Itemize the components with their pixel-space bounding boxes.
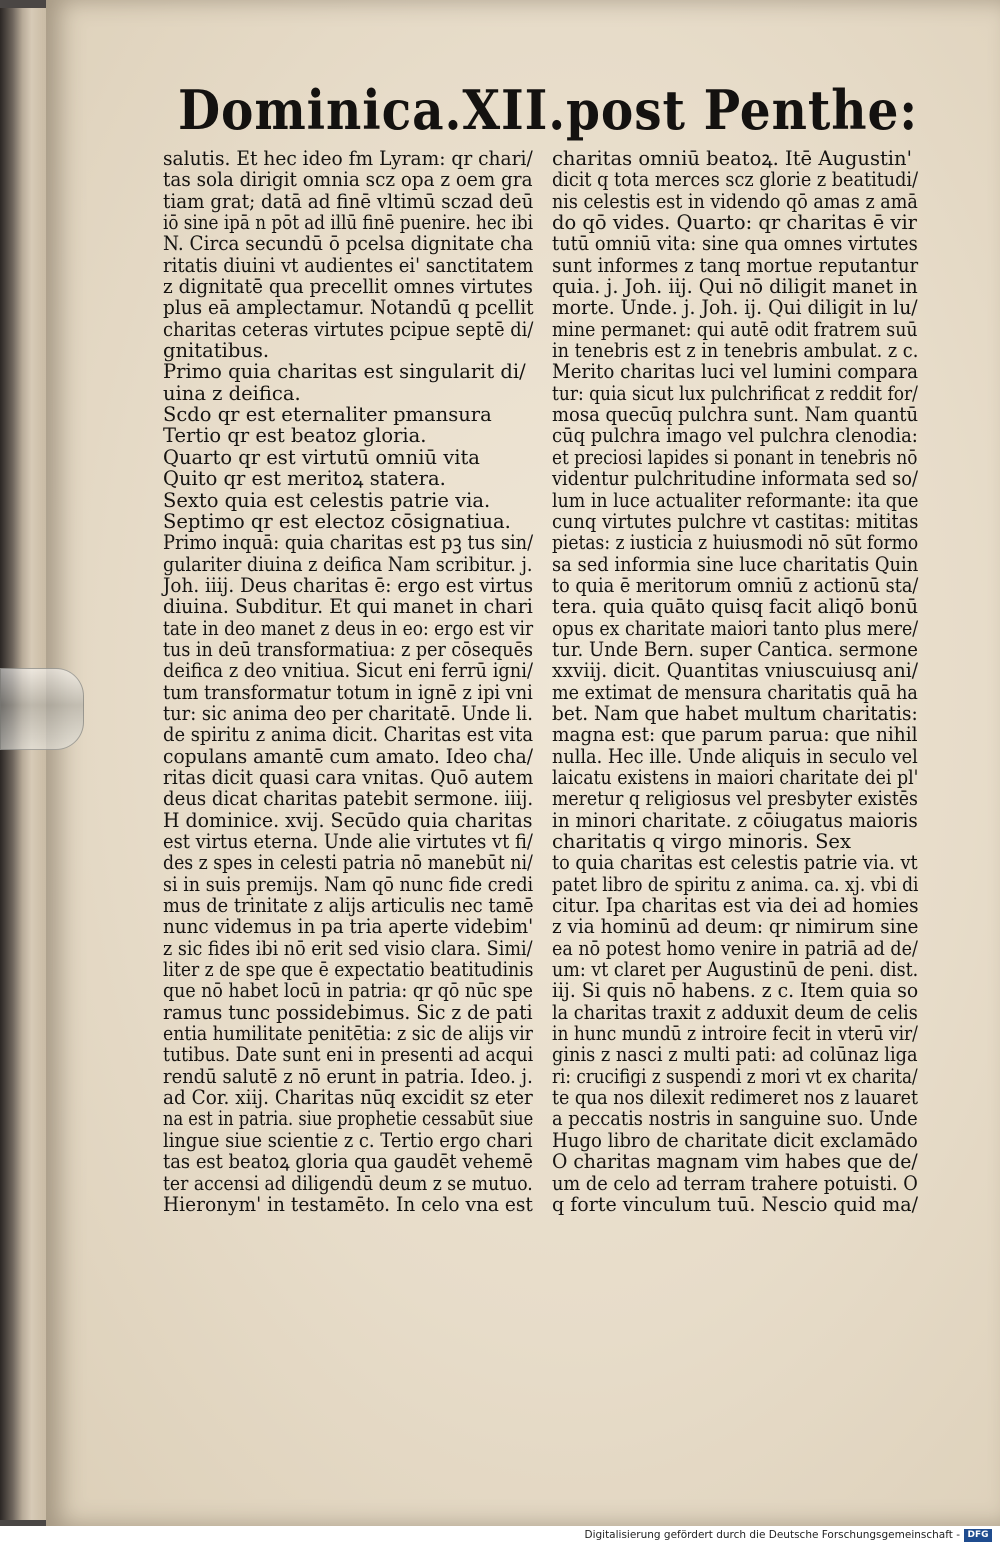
text-line: ter accensi ad diligendū deum z se mutuo. xyxy=(163,1171,533,1195)
text-line: diuina. Subditur. Et qui manet in chari xyxy=(163,595,533,619)
text-line: sunt informes z tanq mortue reputantur xyxy=(552,253,919,277)
text-line: ramus tunc possidebimus. Sic z de pati xyxy=(163,1000,533,1024)
text-line: tur: sic anima deo per charitatē. Unde li. xyxy=(163,701,533,725)
text-line: Hieronym' in testamēto. In celo vna est xyxy=(163,1192,533,1216)
text-line: Septimo qr est electoz cōsignatiua. xyxy=(163,509,511,533)
text-line: tate in deo manet z deus in eo: ergo est vir xyxy=(163,616,534,640)
text-line: nulla. Hec ille. Unde aliquis in seculo vel xyxy=(552,744,918,768)
text-line: bet. Nam que habet multum charitatis: xyxy=(552,701,918,725)
text-line: ritas dicit quasi cara vnitas. Quō autem xyxy=(163,765,534,789)
text-line: tas est beatoꝝ gloria qua gaudēt vehemē xyxy=(163,1150,533,1174)
text-line: salutis. Et hec ideo fm Lyram: qr chari/ xyxy=(163,147,533,170)
text-line: um: vt claret per Augustinū de peni. dist. xyxy=(552,958,919,982)
text-line: z sic fides ibi nō erit sed visio clara. Simi/ xyxy=(163,936,533,960)
text-line: iō sine ipā n pōt ad illū finē puenire. hec ibi xyxy=(163,211,533,235)
text-line: rendū salutē z nō erunt in patria. Ideo. j. xyxy=(163,1064,533,1088)
text-line: plus eā amplectamur. Notandū q pcellit xyxy=(163,296,534,320)
text-line: nunc videmus in pa tria aperte videbim' xyxy=(163,915,534,939)
text-line: tum transformatur totum in ignē z ipi vni xyxy=(163,680,533,704)
left-text-column xyxy=(163,148,533,1215)
text-line: mosa quecūq pulchra sunt. Nam quantū xyxy=(552,403,919,427)
running-head: Dominica.XII.post Penthe: xyxy=(178,78,919,142)
text-line: in tenebris est z in tenebris ambulat. z c. xyxy=(552,339,919,363)
text-line: me extimat de mensura charitatis quā ha xyxy=(552,680,918,704)
text-line: tutibus. Date sunt eni in presenti ad acqui xyxy=(163,1043,534,1067)
text-line: ginis z nasci z multi pati: ad colūnaz liga xyxy=(552,1043,918,1067)
text-line: ea nō potest homo venire in patriā ad de/ xyxy=(552,936,918,960)
text-line: mus de trinitate z alijs articulis nec tamē xyxy=(163,894,534,918)
text-line: xxviij. dicit. Quantitas vniuscuiusq ani/ xyxy=(552,659,918,683)
text-line: iij. Si quis nō habens. z c. Item quia so xyxy=(552,979,919,1003)
text-line: tur: quia sicut lux pulchrificat z reddit for/ xyxy=(552,381,918,405)
text-line: uina z deifica. xyxy=(163,381,301,405)
text-line: si in suis premijs. Nam qō nunc fide credi xyxy=(163,872,534,896)
text-line: tutū omniū vita: sine qua omnes virtutes xyxy=(552,232,918,256)
text-line: tiam grat; datā ad finē vltimū sczad deū xyxy=(163,189,534,213)
dfg-logo: DFG xyxy=(964,1529,992,1542)
text-line: te qua nos dilexit redimeret nos z lauaret xyxy=(552,1086,919,1110)
text-line: opus ex charitate maiori tanto plus mere/ xyxy=(552,616,919,640)
text-line: tus in deū transformatiua: z per cōsequēs xyxy=(163,637,533,661)
text-line: in minori charitate. z cōiugatus maioris xyxy=(552,808,918,832)
text-line: do qō vides. Quarto: qr charitas ē vir xyxy=(552,211,918,235)
text-line: lingue siue scientie z c. Tertio ergo chari xyxy=(163,1128,533,1152)
text-line: Hugo libro de charitate dicit exclamādo xyxy=(552,1128,918,1152)
text-line: videntur pulchritudine informata sed so/ xyxy=(552,467,918,491)
text-line: deus dicat charitas patebit sermone. iiij. xyxy=(163,787,534,811)
text-line: q forte vinculum tuū. Nescio quid ma/ xyxy=(552,1192,919,1216)
text-line: morte. Unde. j. Joh. ij. Qui diligit in lu/ xyxy=(552,296,918,320)
text-line: charitatis q virgo minoris. Sex xyxy=(552,830,851,853)
text-line: quia. j. Joh. iij. Qui nō diligit manet in xyxy=(552,275,918,299)
text-line: liter z de spe que ē expectatio beatitudinis xyxy=(163,958,534,982)
text-line: Tertio qr est beatoz gloria. xyxy=(163,424,427,448)
text-line: copulans amantē cum amato. Ideo cha/ xyxy=(163,744,534,768)
text-line: lum in luce actualiter reformante: ita que xyxy=(552,488,919,512)
text-line: nis celestis est in videndo qō amas z amā xyxy=(552,189,918,213)
text-line: to quia ē meritorum omniū z actionū sta/ xyxy=(552,573,919,597)
text-line: charitas omniū beatoꝝ. Itē Augustin' xyxy=(552,147,912,170)
text-line: na est in patria. siue prophetie cessabūt siue xyxy=(163,1107,534,1131)
right-text-column xyxy=(552,148,918,1215)
text-line: entia humilitate penitētia: z sic de alijs vir xyxy=(163,1022,533,1046)
text-line: magna est: que parum parua: que nihil xyxy=(552,723,918,747)
text-line: tera. quia quāto quisq facit aliqō bonū xyxy=(552,595,919,619)
text-line: charitas ceteras virtutes pcipue septē di/ xyxy=(163,317,534,341)
text-line: ad Cor. xiij. Charitas nūq excidit sz eter xyxy=(163,1086,533,1110)
text-line: sa sed informia sine luce charitatis Quin xyxy=(552,552,919,576)
text-line: Primo quia charitas est singularit di/ xyxy=(163,360,526,384)
text-line: deifica z deo vnitiua. Sicut eni ferrū igni/ xyxy=(163,659,533,683)
text-line: tur. Unde Bern. super Cantica. sermone xyxy=(552,637,918,661)
text-line: ri: crucifigi z suspendi z mori vt ex charita/ xyxy=(552,1064,918,1088)
text-line: N. Circa secundū ō pcelsa dignitate cha xyxy=(163,232,534,256)
text-line: la charitas traxit z adduxit deum de celis xyxy=(552,1000,918,1024)
text-line: z via hominū ad deum: qr nimirum sine xyxy=(552,915,919,939)
text-line: citur. Ipa charitas est via dei ad homies xyxy=(552,894,919,918)
text-line: um de celo ad terram trahere potuisti. O xyxy=(552,1171,918,1195)
text-line: patet libro de spiritu z anima. ca. xj. vbi di xyxy=(552,872,919,896)
footer-credit: Digitalisierung gefördert durch die Deutsche Forschungsgemeinschaft - xyxy=(584,1529,960,1541)
text-line: O charitas magnam vim habes que de/ xyxy=(552,1150,918,1174)
text-line: des z spes in celesti patria nō manebūt ni/ xyxy=(163,851,533,875)
text-line: H dominice. xvij. Secūdo quia charitas xyxy=(163,808,533,832)
text-line: dicit q tota merces scz glorie z beatitudi/ xyxy=(552,168,919,192)
text-line: cūq pulchra imago vel pulchra clenodia: xyxy=(552,424,918,448)
text-line: meretur q religiosus vel presbyter existēs xyxy=(552,787,918,811)
text-line: gnitatibus. xyxy=(163,339,270,363)
text-line: ritatis diuini vt audientes ei' sanctitatem xyxy=(163,253,534,277)
text-line: de spiritu z anima dicit. Charitas est vita xyxy=(163,723,533,747)
text-line: gulariter diuina z deifica Nam scribitur. j. xyxy=(163,552,533,576)
text-line: tas sola dirigit omnia scz opa z oem gra xyxy=(163,168,533,192)
text-line: cunq virtutes pulchre vt castitas: mititas xyxy=(552,509,919,533)
text-line: Quarto qr est virtutū omniū vita xyxy=(163,445,480,469)
text-line: in hunc mundū z introire fecit in vterū vir/ xyxy=(552,1022,918,1046)
text-line: Merito charitas luci vel lumini compara xyxy=(552,360,919,384)
text-line: pietas: z iusticia z huiusmodi nō sūt formo xyxy=(552,531,919,555)
text-line: Scdo qr est eternaliter pmansura xyxy=(163,403,492,427)
text-line: Joh. iiij. Deus charitas ē: ergo est virtus xyxy=(163,573,534,597)
text-line: Quito qr est meritoꝝ statera. xyxy=(163,467,446,491)
text-line: laicatu existens in maiori charitate dei pl' xyxy=(552,765,919,789)
text-line: Sexto quia est celestis patrie via. xyxy=(163,488,491,512)
page-clamp xyxy=(0,668,84,750)
text-line: a peccatis nostris in sanguine suo. Unde xyxy=(552,1107,918,1131)
text-line: z dignitatē qua precellit omnes virtutes xyxy=(163,275,533,299)
text-line: Primo inquā: quia charitas est pꝫ tus sin/ xyxy=(163,531,534,555)
text-line: et preciosi lapides si ponant in tenebris nō xyxy=(552,445,918,469)
text-line: que nō habet locū in patria: qr qō nūc spe xyxy=(163,979,533,1003)
text-line: mine permanet: qui autē odit fratrem suū xyxy=(552,317,918,341)
text-line: est virtus eterna. Unde alie virtutes vt fi/ xyxy=(163,830,533,853)
text-line: to quia charitas est celestis patrie via. vt xyxy=(552,851,918,875)
